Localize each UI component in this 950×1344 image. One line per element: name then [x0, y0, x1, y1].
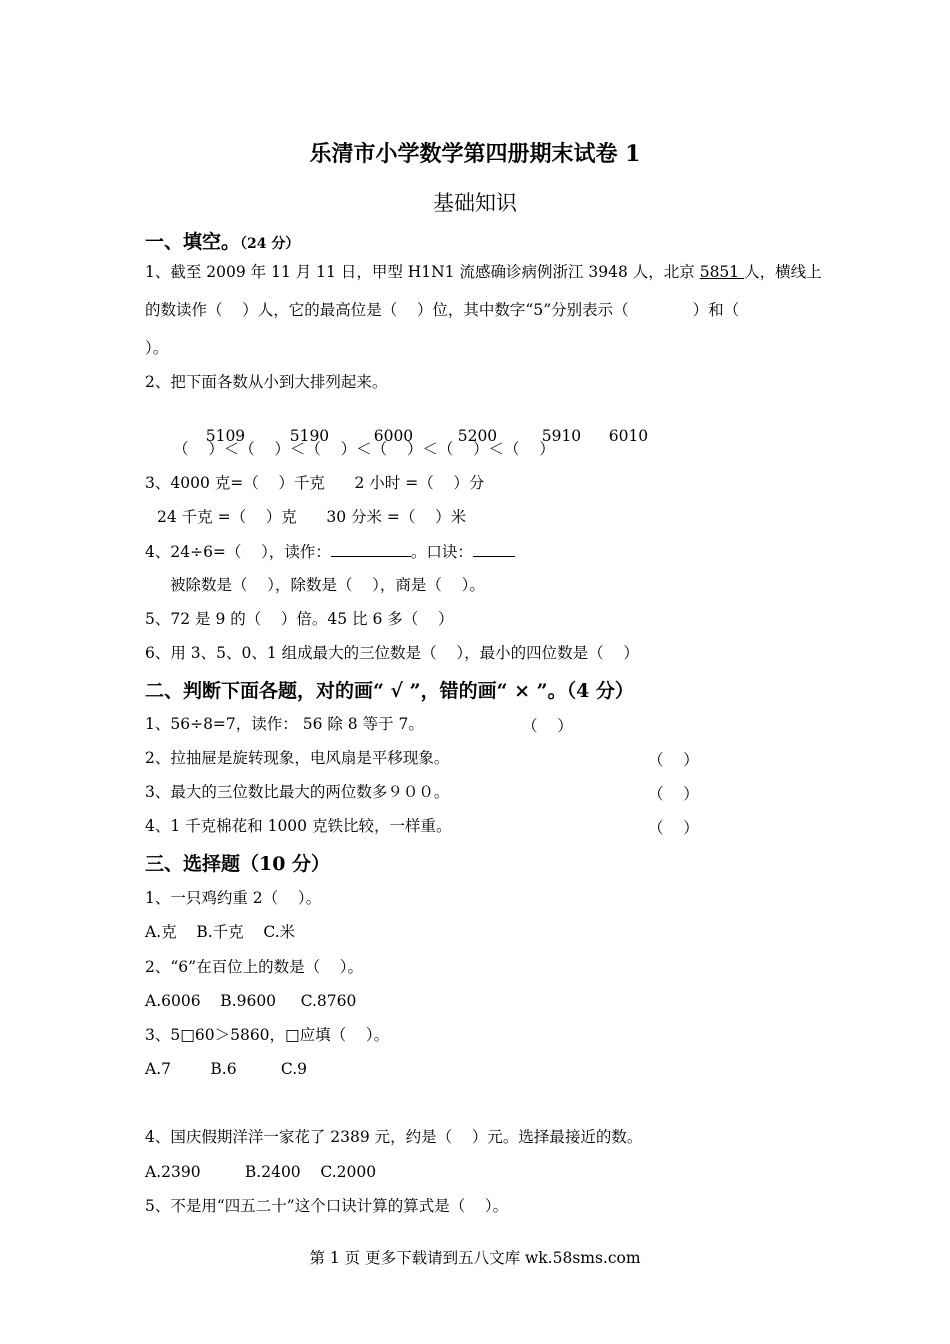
- question-1-6: 6、用 3、5、0、1 组成最大的三位数是（ ），最小的四位数是（ ）: [145, 644, 639, 662]
- judge-mark: （ ）: [648, 785, 699, 803]
- question-1-3a: 3、4000 克=（ ）千克 2 小时 =（ ）分: [145, 474, 485, 492]
- choice-question: 1、一只鸡约重 2（ ）。: [145, 889, 322, 907]
- question-1-4a: 4、24÷6=（ ），读作： 。口诀：: [145, 541, 515, 562]
- question-1-3b: 24 千克 =（ ）克 30 分米 =（ ）米: [157, 508, 467, 526]
- choice-options: A.2390 B.2400 C.2000: [145, 1163, 377, 1181]
- page-title: 乐清市小学数学第四册期末试卷 1: [309, 141, 641, 167]
- question-1-1-cont: 的数读作（ ）人，它的最高位是（ ）位，其中数字“5”分别表示（ ）和（: [145, 301, 740, 319]
- answer-blank: [331, 541, 411, 557]
- section-3-heading: 三、选择题（10 分）: [145, 853, 331, 875]
- choice-options: A.克 B.千克 C.米: [145, 923, 296, 941]
- question-1-2: 2、把下面各数从小到大排列起来。: [145, 373, 388, 391]
- choice-options: A.7 B.6 C.9: [145, 1060, 308, 1078]
- question-1-1: 1、截至 2009 年 11 月 11 日，甲型 H1N1 流感确诊病例浙江 3948 人，北京 5851 人，横线上: [145, 263, 822, 281]
- number-item: 5109: [205, 427, 246, 445]
- number-item: 5200: [457, 427, 498, 445]
- number-item: 5190: [289, 427, 330, 445]
- number-item: 6000: [373, 427, 414, 445]
- question-1-1-end: ）。: [145, 339, 169, 357]
- choice-question: 4、国庆假期洋洋一家花了 2389 元，约是（ ）元。选择最接近的数。: [145, 1128, 643, 1146]
- question-1-5: 5、72 是 9 的（ ）倍。45 比 6 多（ ）: [145, 610, 454, 628]
- judge-mark: （ ）: [522, 717, 573, 735]
- choice-question: 5、不是用“四五二十”这个口诀计算的算式是（ ）。: [145, 1197, 509, 1215]
- order-blanks: （ ）＜（ ）＜（ ）＜（ ）＜（ ）＜（ ）: [173, 440, 555, 458]
- judge-mark: （ ）: [648, 819, 699, 837]
- judge-item: 4、1 千克棉花和 1000 克铁比较，一样重。: [145, 817, 452, 835]
- choice-options: A.6006 B.9600 C.8760: [145, 992, 357, 1010]
- section-1-heading: 一、填空。（24 分）: [145, 231, 300, 253]
- choice-question: 3、5□60＞5860，□应填（ ）。: [145, 1026, 390, 1044]
- judge-item: 1、56÷8=7，读作： 56 除 8 等于 7。: [145, 715, 424, 733]
- section-2-heading: 二、判断下面各题，对的画“ √ ”，错的画“ × ”。（4 分）: [145, 680, 634, 702]
- page-subtitle: 基础知识: [433, 191, 517, 215]
- choice-question: 2、“6”在百位上的数是（ ）。: [145, 958, 364, 976]
- answer-blank: [473, 541, 515, 557]
- judge-item: 3、最大的三位数比最大的两位数多９００。: [145, 783, 450, 801]
- number-item: 5910: [541, 427, 582, 445]
- judge-mark: （ ）: [648, 751, 699, 769]
- page-footer: 第 1 页 更多下载请到五八文库 wk.58sms.com: [309, 1249, 641, 1267]
- question-1-4b: 被除数是（ ），除数是（ ），商是（ ）。: [170, 576, 485, 594]
- judge-item: 2、拉抽屉是旋转现象，电风扇是平移现象。: [145, 749, 450, 767]
- number-item: 6010: [608, 427, 649, 445]
